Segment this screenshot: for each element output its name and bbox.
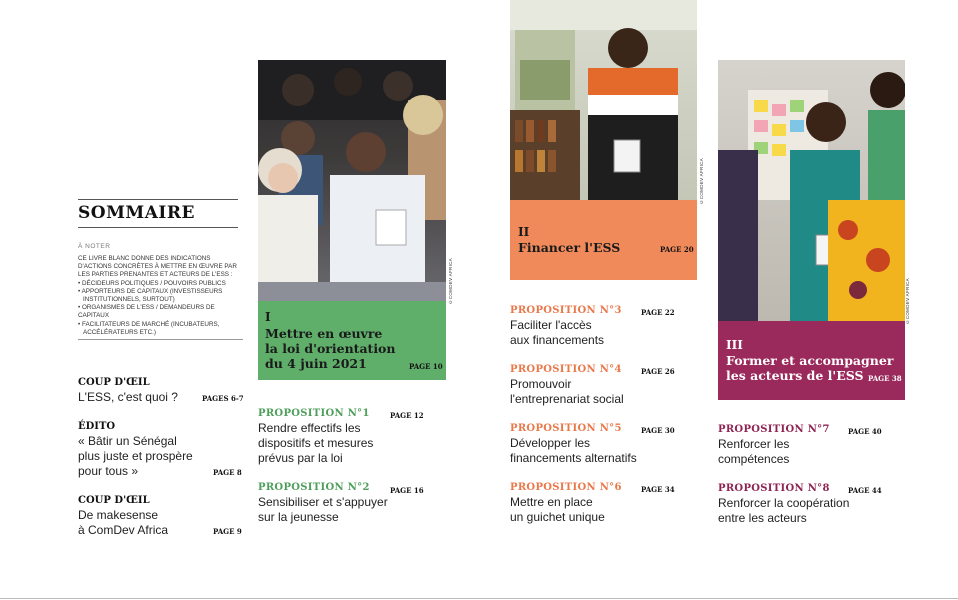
workshop-illustration bbox=[718, 60, 905, 321]
note-line: • FACILITATEURS DE MARCHÉ (INCUBATEURS, bbox=[78, 320, 220, 328]
proposition-kicker: PROPOSITION N°5 bbox=[510, 423, 622, 434]
conference-photo bbox=[258, 60, 446, 301]
proposition-kicker: PROPOSITION N°2 bbox=[258, 482, 370, 493]
page-number: PAGE 20 bbox=[660, 245, 694, 254]
section-panel-1[interactable] bbox=[258, 301, 446, 380]
page-bottom-divider bbox=[0, 598, 958, 599]
stall-illustration bbox=[510, 0, 697, 200]
note-line: D'ACTIONS CONCRÈTES À METTRE EN ŒUVRE PAR bbox=[78, 263, 237, 271]
entry-title[interactable]: plus juste et prospère bbox=[78, 449, 193, 463]
page-number: PAGE 26 bbox=[641, 367, 675, 376]
proposition-text[interactable]: un guichet unique bbox=[510, 510, 605, 524]
page-number: PAGE 10 bbox=[409, 362, 443, 371]
page-number: PAGE 40 bbox=[848, 427, 882, 436]
proposition-text[interactable]: prévus par la loi bbox=[258, 451, 343, 465]
proposition-text[interactable]: Renforcer les bbox=[718, 437, 790, 451]
entry-title[interactable]: à ComDev Africa bbox=[78, 523, 169, 537]
page-number: PAGE 30 bbox=[641, 426, 675, 435]
page-number: PAGE 12 bbox=[390, 411, 424, 420]
proposition-text[interactable]: sur la jeunesse bbox=[258, 510, 339, 524]
proposition-kicker: PROPOSITION N°7 bbox=[718, 424, 830, 435]
proposition-kicker: PROPOSITION N°3 bbox=[510, 305, 622, 316]
divider bbox=[78, 227, 238, 228]
proposition-kicker: PROPOSITION N°8 bbox=[718, 483, 830, 494]
page-number: PAGE 22 bbox=[641, 308, 675, 317]
section-panel-3[interactable] bbox=[718, 321, 905, 400]
entry-title[interactable]: « Bâtir un Sénégal bbox=[78, 434, 177, 448]
note-line: • ORGANISMES DE L'ESS / DEMANDEURS DE CAPITAUX bbox=[78, 304, 215, 320]
proposition-text[interactable]: Sensibiliser et s'appuyer bbox=[258, 495, 388, 509]
section-panel-2[interactable] bbox=[510, 200, 697, 280]
proposition-kicker: PROPOSITION N°6 bbox=[510, 482, 622, 493]
note-line: CE LIVRE BLANC DONNE DES INDICATIONS bbox=[78, 255, 211, 262]
proposition-text[interactable]: Rendre effectifs les bbox=[258, 421, 361, 435]
proposition-text[interactable]: compétences bbox=[718, 452, 790, 466]
entry-title[interactable]: De makesense bbox=[78, 508, 159, 522]
section-numeral: II bbox=[518, 225, 530, 239]
photo-credit: ©COMDEV AFRICA bbox=[699, 158, 704, 205]
entry-title[interactable]: pour tous » bbox=[78, 464, 139, 478]
divider bbox=[78, 339, 243, 340]
note-line: INSTITUTIONNELS, SURTOUT) bbox=[83, 296, 175, 304]
section-numeral: I bbox=[265, 310, 271, 324]
proposition-kicker: PROPOSITION N°1 bbox=[258, 408, 370, 419]
note-line: LES PARTIES PRENANTES ET ACTEURS DE L'ESS : bbox=[78, 271, 233, 279]
proposition-text[interactable]: entre les acteurs bbox=[718, 511, 807, 525]
audience-illustration bbox=[258, 60, 446, 301]
divider bbox=[78, 199, 238, 200]
page-number: PAGE 8 bbox=[213, 468, 242, 477]
section-numeral: III bbox=[726, 338, 743, 352]
entry-kicker: ÉDITO bbox=[78, 421, 116, 432]
page-number: PAGE 44 bbox=[848, 486, 882, 495]
entry-title[interactable]: L'ESS, c'est quoi ? bbox=[78, 390, 178, 404]
section-title: Mettre en œuvre bbox=[265, 326, 383, 341]
page-number: PAGE 16 bbox=[390, 486, 424, 495]
page-number: PAGE 38 bbox=[868, 374, 902, 383]
proposition-text[interactable]: Renforcer la coopération bbox=[718, 496, 850, 510]
proposition-kicker: PROPOSITION N°4 bbox=[510, 364, 622, 375]
proposition-text[interactable]: Développer les bbox=[510, 436, 591, 450]
section-title: les acteurs de l'ESS bbox=[726, 368, 864, 383]
page-number: PAGE 9 bbox=[213, 527, 242, 536]
section-title: Financer l'ESS bbox=[518, 240, 621, 255]
proposition-text[interactable]: dispositifs et mesures bbox=[258, 436, 374, 450]
proposition-text[interactable]: Mettre en place bbox=[510, 495, 593, 509]
photo-credit: ©COMDEV AFRICA bbox=[448, 258, 453, 305]
workshop-photo bbox=[718, 60, 905, 321]
proposition-text[interactable]: aux financements bbox=[510, 333, 605, 347]
page-title: SOMMAIRE bbox=[78, 203, 195, 223]
page-number: PAGES 6-7 bbox=[202, 394, 244, 403]
note-label: À NOTER bbox=[78, 243, 111, 250]
note-line: • DÉCIDEURS POLITIQUES / POUVOIRS PUBLICS bbox=[78, 279, 226, 287]
section-title: du 4 juin 2021 bbox=[265, 356, 367, 371]
photo-credit: ©COMDEV AFRICA bbox=[905, 278, 910, 325]
note-line: ACCÉLÉRATEURS ETC.) bbox=[83, 328, 157, 336]
market-stall-photo bbox=[510, 0, 697, 200]
entry-kicker: COUP D'ŒIL bbox=[78, 377, 150, 388]
section-title: Former et accompagner bbox=[726, 353, 894, 368]
page-number: PAGE 34 bbox=[641, 485, 675, 494]
entry-kicker: COUP D'ŒIL bbox=[78, 495, 150, 506]
note-line: • APPORTEURS DE CAPITAUX (INVESTISSEURS bbox=[78, 287, 223, 295]
proposition-text[interactable]: financements alternatifs bbox=[510, 451, 637, 465]
proposition-text[interactable]: l'entreprenariat social bbox=[510, 392, 624, 406]
proposition-text[interactable]: Promouvoir bbox=[510, 377, 572, 391]
note-text bbox=[78, 255, 244, 337]
section-title: la loi d'orientation bbox=[265, 341, 396, 356]
proposition-text[interactable]: Faciliter l'accès bbox=[510, 318, 592, 332]
